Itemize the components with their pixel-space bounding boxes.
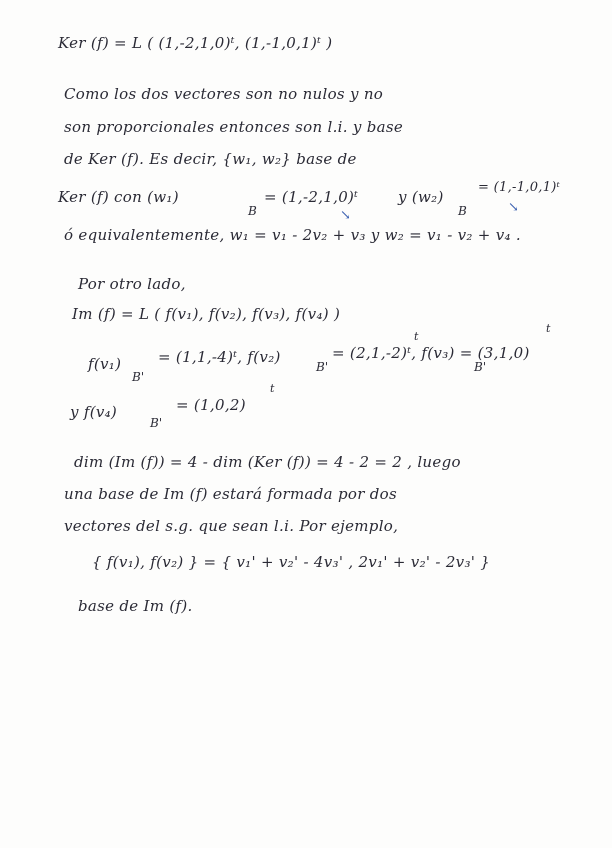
- image-v4-line-b: = (1,0,2): [176, 396, 246, 414]
- text-line-3: son proporcionales entonces son l.i. y base: [64, 118, 404, 136]
- kernel-basis-line-b: = (1,-2,1,0)ᵗ: [264, 188, 359, 206]
- image-definition: Im (f) = L ( f(v₁), f(v₂), f(v₃), f(v₄) ): [72, 305, 341, 323]
- other-side-heading: Por otro lado,: [78, 275, 186, 293]
- kernel-basis-line-d: = (1,-1,0,1)ᵗ: [478, 180, 561, 195]
- subscript-bp4: B': [150, 416, 163, 430]
- conclusion-line: base de Im (f).: [78, 597, 193, 615]
- image-basis-set: { f(v₁), f(v₂) } = { v₁' + v₂' - 4v₃' , 2v₁' + v₂' - 2v₃' }: [92, 553, 491, 571]
- equivalent-expression: ó equivalentemente, w₁ = v₁ - 2v₂ + v₃ y w₂ = v₁ - v₂ + v₄ .: [64, 226, 521, 244]
- superscript-t1: t: [414, 330, 419, 343]
- text-line-2: Como los dos vectores son no nulos y no: [64, 85, 384, 103]
- subscript-bp3: B': [474, 360, 487, 374]
- kernel-basis-line-c: y (w₂): [398, 188, 444, 206]
- kernel-basis-line-a: Ker (f) con (w₁): [58, 188, 179, 206]
- images-line-a: f(v₁): [88, 355, 122, 373]
- subscript-bp1: B': [132, 370, 145, 384]
- superscript-t2: t: [546, 322, 551, 335]
- kernel-definition: Ker (f) = L ( (1,-2,1,0)ᵗ, (1,-1,0,1)ᵗ ): [58, 34, 333, 52]
- image-v4-line-a: y f(v₄): [70, 403, 118, 421]
- superscript-t3: t: [270, 382, 275, 395]
- subscript-b2: B: [458, 204, 467, 218]
- subscript-bp2: B': [316, 360, 329, 374]
- text-line-12: una base de Im (f) estará formada por dos: [64, 485, 397, 503]
- arrow-icon-1: ↘: [340, 208, 351, 223]
- text-line-13: vectores del s.g. que sean l.i. Por ejemplo,: [64, 517, 399, 535]
- images-line-c: = (2,1,-2)ᵗ, f(v₃) = (3,1,0): [332, 344, 530, 362]
- images-line-b: = (1,1,-4)ᵗ, f(v₂): [158, 348, 281, 366]
- arrow-icon-2: ↘: [508, 200, 519, 215]
- text-line-4: de Ker (f). Es decir, {w₁, w₂} base de: [64, 150, 357, 168]
- dimension-line: dim (Im (f)) = 4 - dim (Ker (f)) = 4 - 2 = 2 , luego: [74, 453, 461, 471]
- subscript-b1: B: [248, 204, 257, 218]
